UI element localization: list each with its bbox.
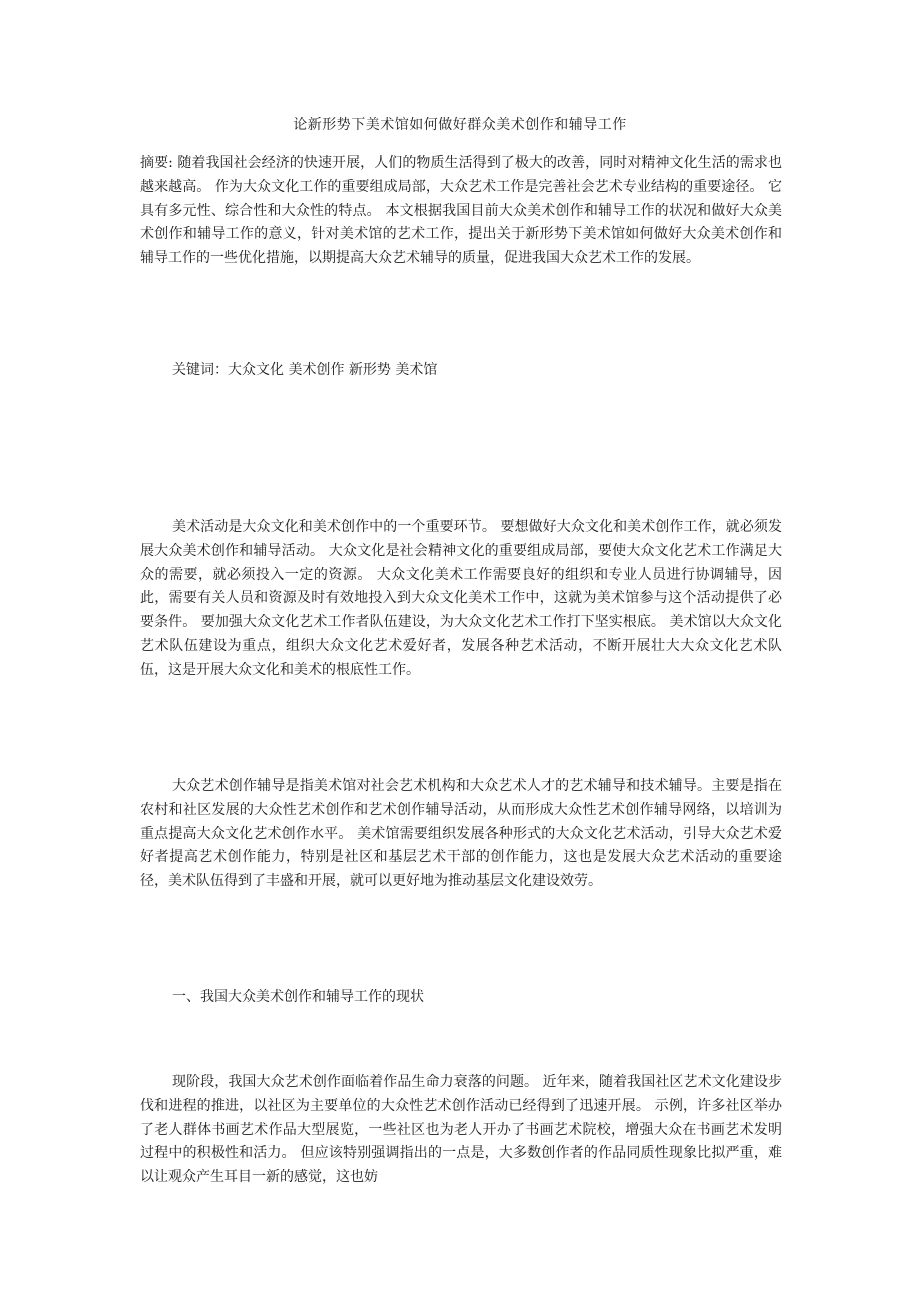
body-paragraph-3: 现阶段，我国大众艺术创作面临着作品生命力衰落的问题。 近年来，随着我国社区艺术文化建设步伐和进程的推进，以社区为主要单位的大众性艺术创作活动已经得到了迅速开展。 示例，许多社区举办了老人群体书画艺术作品大型展览，一些社区也为老人开办了书画艺术院校，增强大众在书画艺术发明过程中的积极性和活力。 但应该特别强调指出的一点是，大多数创作者的作品同质性现象比拟严重，难以让观众产生耳目一新的感觉，这也妨 bbox=[140, 1074, 782, 1186]
document-title: 论新形势下美术馆如何做好群众美术创作和辅导工作 bbox=[293, 117, 627, 133]
body-paragraph-1: 美术活动是大众文化和美术创作中的一个重要环节。 要想做好大众文化和美术创作工作，就必须发展大众美术创作和辅导活动。 大众文化是社会精神文化的重要组成局部，要使大众文化艺术工作满足大众的需要，就必须投入一定的资源。 大众文化美术工作需要良好的组织和专业人员进行协调辅导，因此，需要有关人员和资源及时有效地投入到大众文化美术工作中，这就为美术馆参与这个活动提供了必要条件。 要加强大众文化艺术工作者队伍建设，为大众文化艺术工作打下坚实根底。 美术馆以大众文化艺术队伍建设为重点，组织大众文化艺术爱好者，发展各种艺术活动，不断开展壮大大众文化艺术队伍，这是开展大众文化和美术的根底性工作。 bbox=[140, 519, 782, 678]
abstract-paragraph: 摘要: 随着我国社会经济的快速开展，人们的物质生活得到了极大的改善，同时对精神文化生活的需求也越来越高。 作为大众文化工作的重要组成局部，大众艺术工作是完善社会艺术专业结构的重要途径。 它具有多元性、综合性和大众性的特点。 本文根据我国目前大众美术创作和辅导工作的状况和做好大众美术创作和辅导工作的意义，针对美术馆的艺术工作，提出关于新形势下美术馆如何做好大众美术创作和辅导工作的一些优化措施，以期提高大众艺术辅导的质量，促进我国大众艺术工作的发展。 bbox=[140, 155, 782, 267]
keywords-line: 关键词：大众文化 美术创作 新形势 美术馆 bbox=[172, 362, 438, 378]
body-paragraph-2: 大众艺术创作辅导是指美术馆对社会艺术机构和大众艺术人才的艺术辅导和技术辅导。主要是指在农村和社区发展的大众性艺术创作和艺术创作辅导活动，从而形成大众性艺术创作辅导网络，以培训为重点提高大众文化艺术创作水平。 美术馆需要组织发展各种形式的大众文化艺术活动，引导大众艺术爱好者提高艺术创作能力，特别是社区和基层艺术干部的创作能力，这也是发展大众艺术活动的重要途径，美术队伍得到了丰盛和开展，就可以更好地为推动基层文化建设效劳。 bbox=[140, 778, 782, 890]
section-heading-1: 一、我国大众美术创作和辅导工作的现状 bbox=[172, 989, 424, 1005]
